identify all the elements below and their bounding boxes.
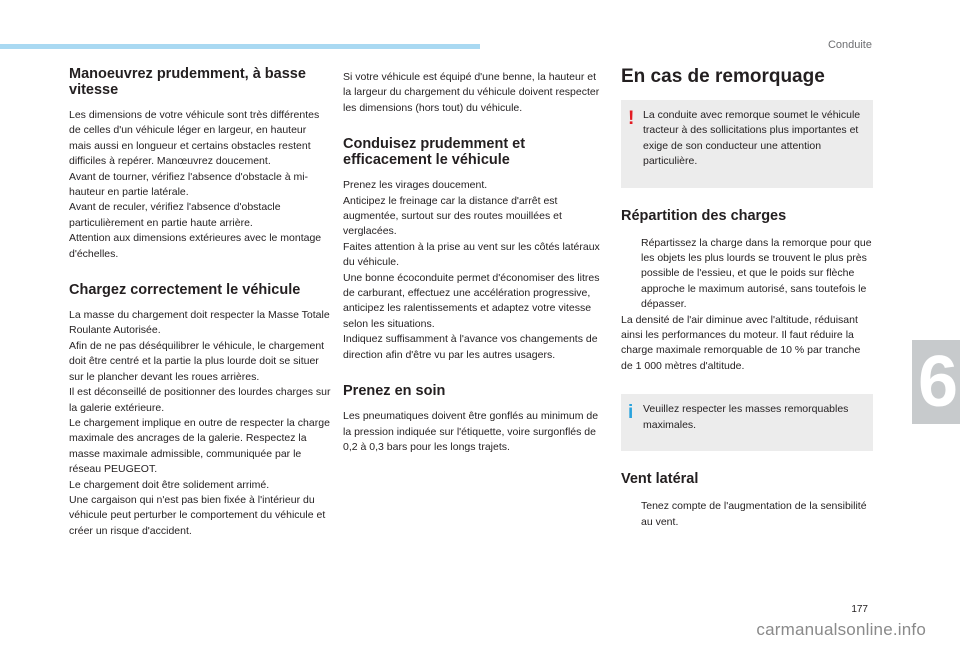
chapter-tab <box>912 340 960 424</box>
paragraph: Une cargaison qui n'est pas bien fixée à l'intérieur du véhicule peut perturber le comportement du véhicule et créer un risque d'accident. <box>69 493 326 537</box>
chapter-number: 6 <box>918 342 959 422</box>
paragraph: Si votre véhicule est équipé d'une benne, la hauteur et la largeur du chargement du véhicule doivent respecter les dimensions (hors tout) du véhicule. <box>343 71 600 114</box>
info-icon: i <box>628 402 634 424</box>
warning-text: La conduite avec remorque soumet le véhicule tracteur à des sollicitations plus importantes et exige de son conducteur une attention particulière. <box>643 109 861 168</box>
list-item <box>621 499 873 530</box>
paragraph: Il est déconseillé de positionner des lourdes charges sur la galerie extérieure. <box>69 386 331 414</box>
heading-manoeuvrez: Manoeuvrez prudemment, à basse vitesse <box>69 66 306 98</box>
watermark[interactable]: carmanualsonline.info <box>756 620 926 639</box>
heading-remorquage: En cas de remorquage <box>621 66 825 87</box>
paragraph: Les dimensions de votre véhicule sont très différentes de celles d'un véhicule léger en largeur, en hauteur mais aussi en longueur et certains obstacles restent difficiles à repérer. Manœuvrez doucement. <box>69 109 320 168</box>
info-box <box>621 394 873 451</box>
section-title: Conduite <box>827 39 872 51</box>
paragraph: Avant de reculer, vérifiez l'absence d'obstacle particulièrement en partie haute arrière. <box>69 201 281 229</box>
heading-conduisez: Conduisez prudemment et efficacement le véhicule <box>343 136 526 169</box>
paragraph: Attention aux dimensions extérieures avec le montage d'échelles. <box>69 232 322 260</box>
paragraph: Indiquez suffisamment à l'avance vos changements de direction afin d'être vu par les autres usagers. <box>343 333 598 361</box>
column-right <box>621 66 873 530</box>
info-text: Veuillez respecter les masses remorquables maximales. <box>643 403 849 431</box>
list-item-text: Tenez compte de l'augmentation de la sensibilité au vent. <box>641 500 867 528</box>
paragraph: Prenez les virages doucement. <box>343 179 488 192</box>
warning-icon: ! <box>628 108 635 129</box>
paragraph: La masse du chargement doit respecter la Masse Totale Roulante Autorisée. <box>69 309 330 337</box>
paragraph: Les pneumatiques doivent être gonflés au minimum de la pression indiquée sur l'étiquette, voire surgonflés de 0,2 à 0,3 bars pour les longs trajets. <box>343 410 599 453</box>
paragraph: La densité de l'air diminue avec l'altitude, réduisant ainsi les performances du moteur. Il faut réduire la charge maximale remorquable de 10 % par tranche de 1 000 mètres d'altitude. <box>621 313 861 372</box>
paragraph: Afin de ne pas déséquilibrer le véhicule, le chargement doit être centré et la partie la plus lourde doit se situer sur le plancher devant les roues arrières. <box>69 339 325 383</box>
heading-vent-lateral: Vent latéral <box>621 471 699 488</box>
page-number: 177 <box>851 604 868 615</box>
column-middle <box>343 70 603 455</box>
list-item <box>621 236 873 313</box>
paragraph: Faites attention à la prise au vent sur les côtés latéraux du véhicule. <box>343 240 600 269</box>
paragraph: Le chargement implique en outre de respecter la charge maximale des ancrages de la galerie. Respectez la masse maximale admissible, communiquée par le réseau PEUGEOT. <box>69 416 330 476</box>
column-left <box>69 66 331 539</box>
list-item-text: Répartissez la charge dans la remorque pour que les objets les plus lourds se trouvent le plus près possible de l'essieu, et que le poids sur flèche approche le maximum autorisé, sans toutefois le dépasser. <box>641 236 872 311</box>
paragraph: Le chargement doit être solidement arrimé. <box>69 478 270 491</box>
heading-prenez-en-soin: Prenez en soin <box>343 383 446 400</box>
paragraph: Une bonne écoconduite permet d'économiser des litres de carburant, effectuez une accélération progressive, anticipez les ralentissements et adaptez votre vitesse selon les situations. <box>343 271 600 330</box>
warning-box <box>621 100 873 188</box>
heading-chargez: Chargez correctement le véhicule <box>69 282 301 299</box>
header-accent-bar <box>0 44 480 49</box>
paragraph: Anticipez le freinage car la distance d'arrêt est augmentée, surtout sur des routes mouillées et verglacées. <box>343 194 562 238</box>
heading-repartition: Répartition des charges <box>621 207 787 224</box>
paragraph: Avant de tourner, vérifiez l'absence d'obstacle à mi-hauteur en partie latérale. <box>69 170 309 199</box>
